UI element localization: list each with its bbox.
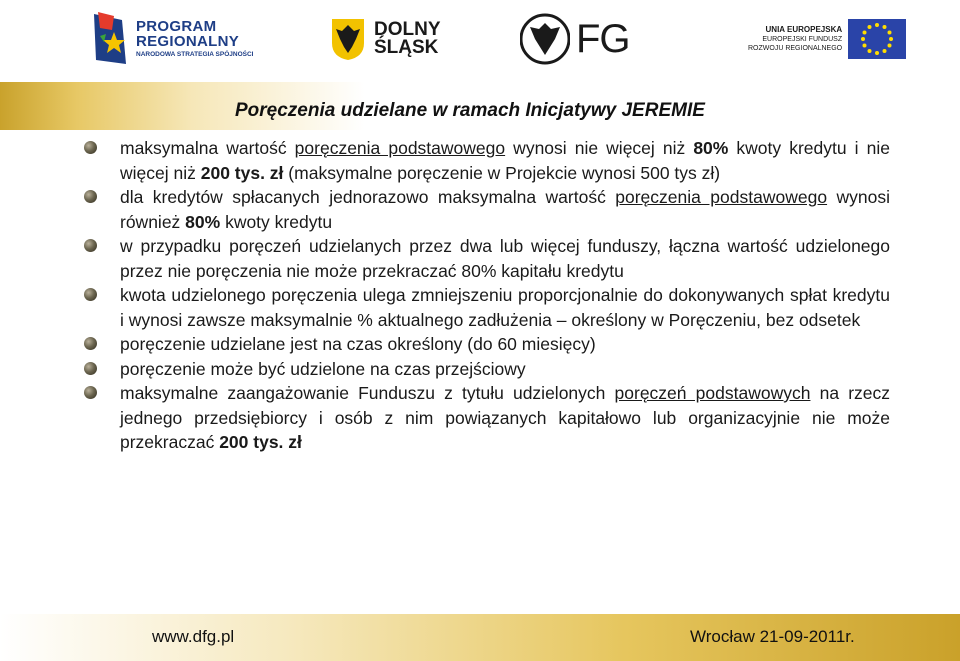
program-regionalny-star-icon bbox=[92, 10, 132, 68]
bullet-text bbox=[120, 185, 890, 234]
program-regionalny-line2: REGIONALNY bbox=[136, 33, 240, 50]
bullet-icon bbox=[84, 190, 97, 203]
bullet-list bbox=[82, 136, 890, 455]
text-run: w przypadku poręczeń udzielanych przez dwa lub więcej funduszy, łączna wartość udzielonego przez nie poręczenia nie może przekraczać 80% kapitału kredytu bbox=[120, 236, 890, 281]
bullet-icon bbox=[84, 337, 97, 350]
text-run: kwoty kredytu bbox=[220, 211, 333, 232]
text-run: kwota udzielonego poręczenia ulega zmniejszeniu proporcjonalnie do dokonywanych spłat kredytu i wynosi zawsze maksymalnie % aktualnego zadłużenia – określony w Poręczeniu, bez odsetek bbox=[120, 285, 890, 330]
list-item bbox=[82, 332, 890, 357]
program-regionalny-line1: PROGRAM bbox=[136, 18, 217, 35]
program-regionalny-line3: NARODOWA STRATEGIA SPÓJNOŚCI bbox=[136, 51, 254, 58]
footer-place-date: Wrocław 21-09-2011r. bbox=[690, 627, 855, 646]
footer-website: www.dfg.pl bbox=[152, 627, 235, 646]
list-item bbox=[82, 381, 890, 455]
text-run: poręczenie może być udzielone na czas przejściowy bbox=[120, 358, 526, 379]
underlined-term: poręczenia podstawowego bbox=[615, 187, 828, 207]
list-item bbox=[82, 185, 890, 234]
bullet-text bbox=[120, 283, 890, 332]
text-run: wynosi również bbox=[120, 187, 890, 232]
bold-term: 200 tys. zł bbox=[200, 162, 284, 183]
bold-term: 80% bbox=[693, 138, 729, 158]
bullet-text bbox=[120, 332, 890, 357]
dolny-slask-logo bbox=[330, 6, 441, 72]
list-item bbox=[82, 357, 890, 382]
logo-band bbox=[0, 0, 960, 78]
bold-term: 80% bbox=[185, 211, 221, 232]
underlined-term: poręczenia podstawowego bbox=[294, 138, 506, 158]
bullet-text bbox=[120, 136, 890, 185]
bullet-text bbox=[120, 381, 890, 455]
list-item bbox=[82, 136, 890, 185]
list-item bbox=[82, 283, 890, 332]
bullet-icon bbox=[84, 362, 97, 375]
text-run: dla kredytów spłacanych jednorazowo maksymalna wartość bbox=[120, 187, 616, 207]
bullet-text bbox=[120, 234, 890, 283]
bullet-icon bbox=[84, 386, 97, 399]
bold-term: 200 tys. zł bbox=[219, 432, 302, 452]
text-run: poręczenie udzielane jest na czas określony (do 60 miesięcy) bbox=[120, 334, 596, 354]
eu-flag-icon bbox=[848, 19, 906, 59]
fg-logo bbox=[520, 6, 630, 72]
unia-line2: EUROPEJSKI FUNDUSZ bbox=[762, 36, 843, 43]
dolny-slask-line1: DOLNY bbox=[374, 19, 441, 40]
bullet-icon bbox=[84, 288, 97, 301]
list-item bbox=[82, 234, 890, 283]
text-run: maksymalne zaangażowanie Funduszu z tytułu udzielonych bbox=[120, 383, 615, 403]
text-run: na rzecz jednego przedsiębiorcy i osób z nim powiązanych kapitałowo lub organizacyjnie nie może przekraczać bbox=[120, 383, 891, 452]
page-title: Poręczenia udzielane w ramach Inicjatywy JEREMIE bbox=[235, 100, 705, 121]
bullet-icon bbox=[84, 141, 97, 154]
dolny-slask-eagle-icon bbox=[330, 17, 366, 61]
text-run: kwoty kredytu i nie więcej niż bbox=[120, 138, 890, 183]
text-run: (maksymalne poręczenie w Projekcie wynosi 500 tys zł) bbox=[283, 162, 721, 183]
fg-letters: FG bbox=[576, 16, 630, 61]
bullet-text bbox=[120, 357, 890, 382]
unia-line3: ROZWOJU REGIONALNEGO bbox=[748, 45, 843, 52]
dolny-slask-line2: ŚLĄSK bbox=[374, 37, 439, 58]
bullet-icon bbox=[84, 239, 97, 252]
unia-europejska-logo bbox=[748, 6, 906, 72]
fg-eagle-icon bbox=[520, 13, 570, 65]
unia-line1: UNIA EUROPEJSKA bbox=[765, 25, 843, 34]
program-regionalny-logo bbox=[92, 6, 254, 72]
underlined-term: poręczeń podstawowych bbox=[614, 383, 811, 403]
text-run: wynosi nie więcej niż bbox=[505, 138, 694, 158]
text-run: maksymalna wartość bbox=[120, 138, 295, 158]
